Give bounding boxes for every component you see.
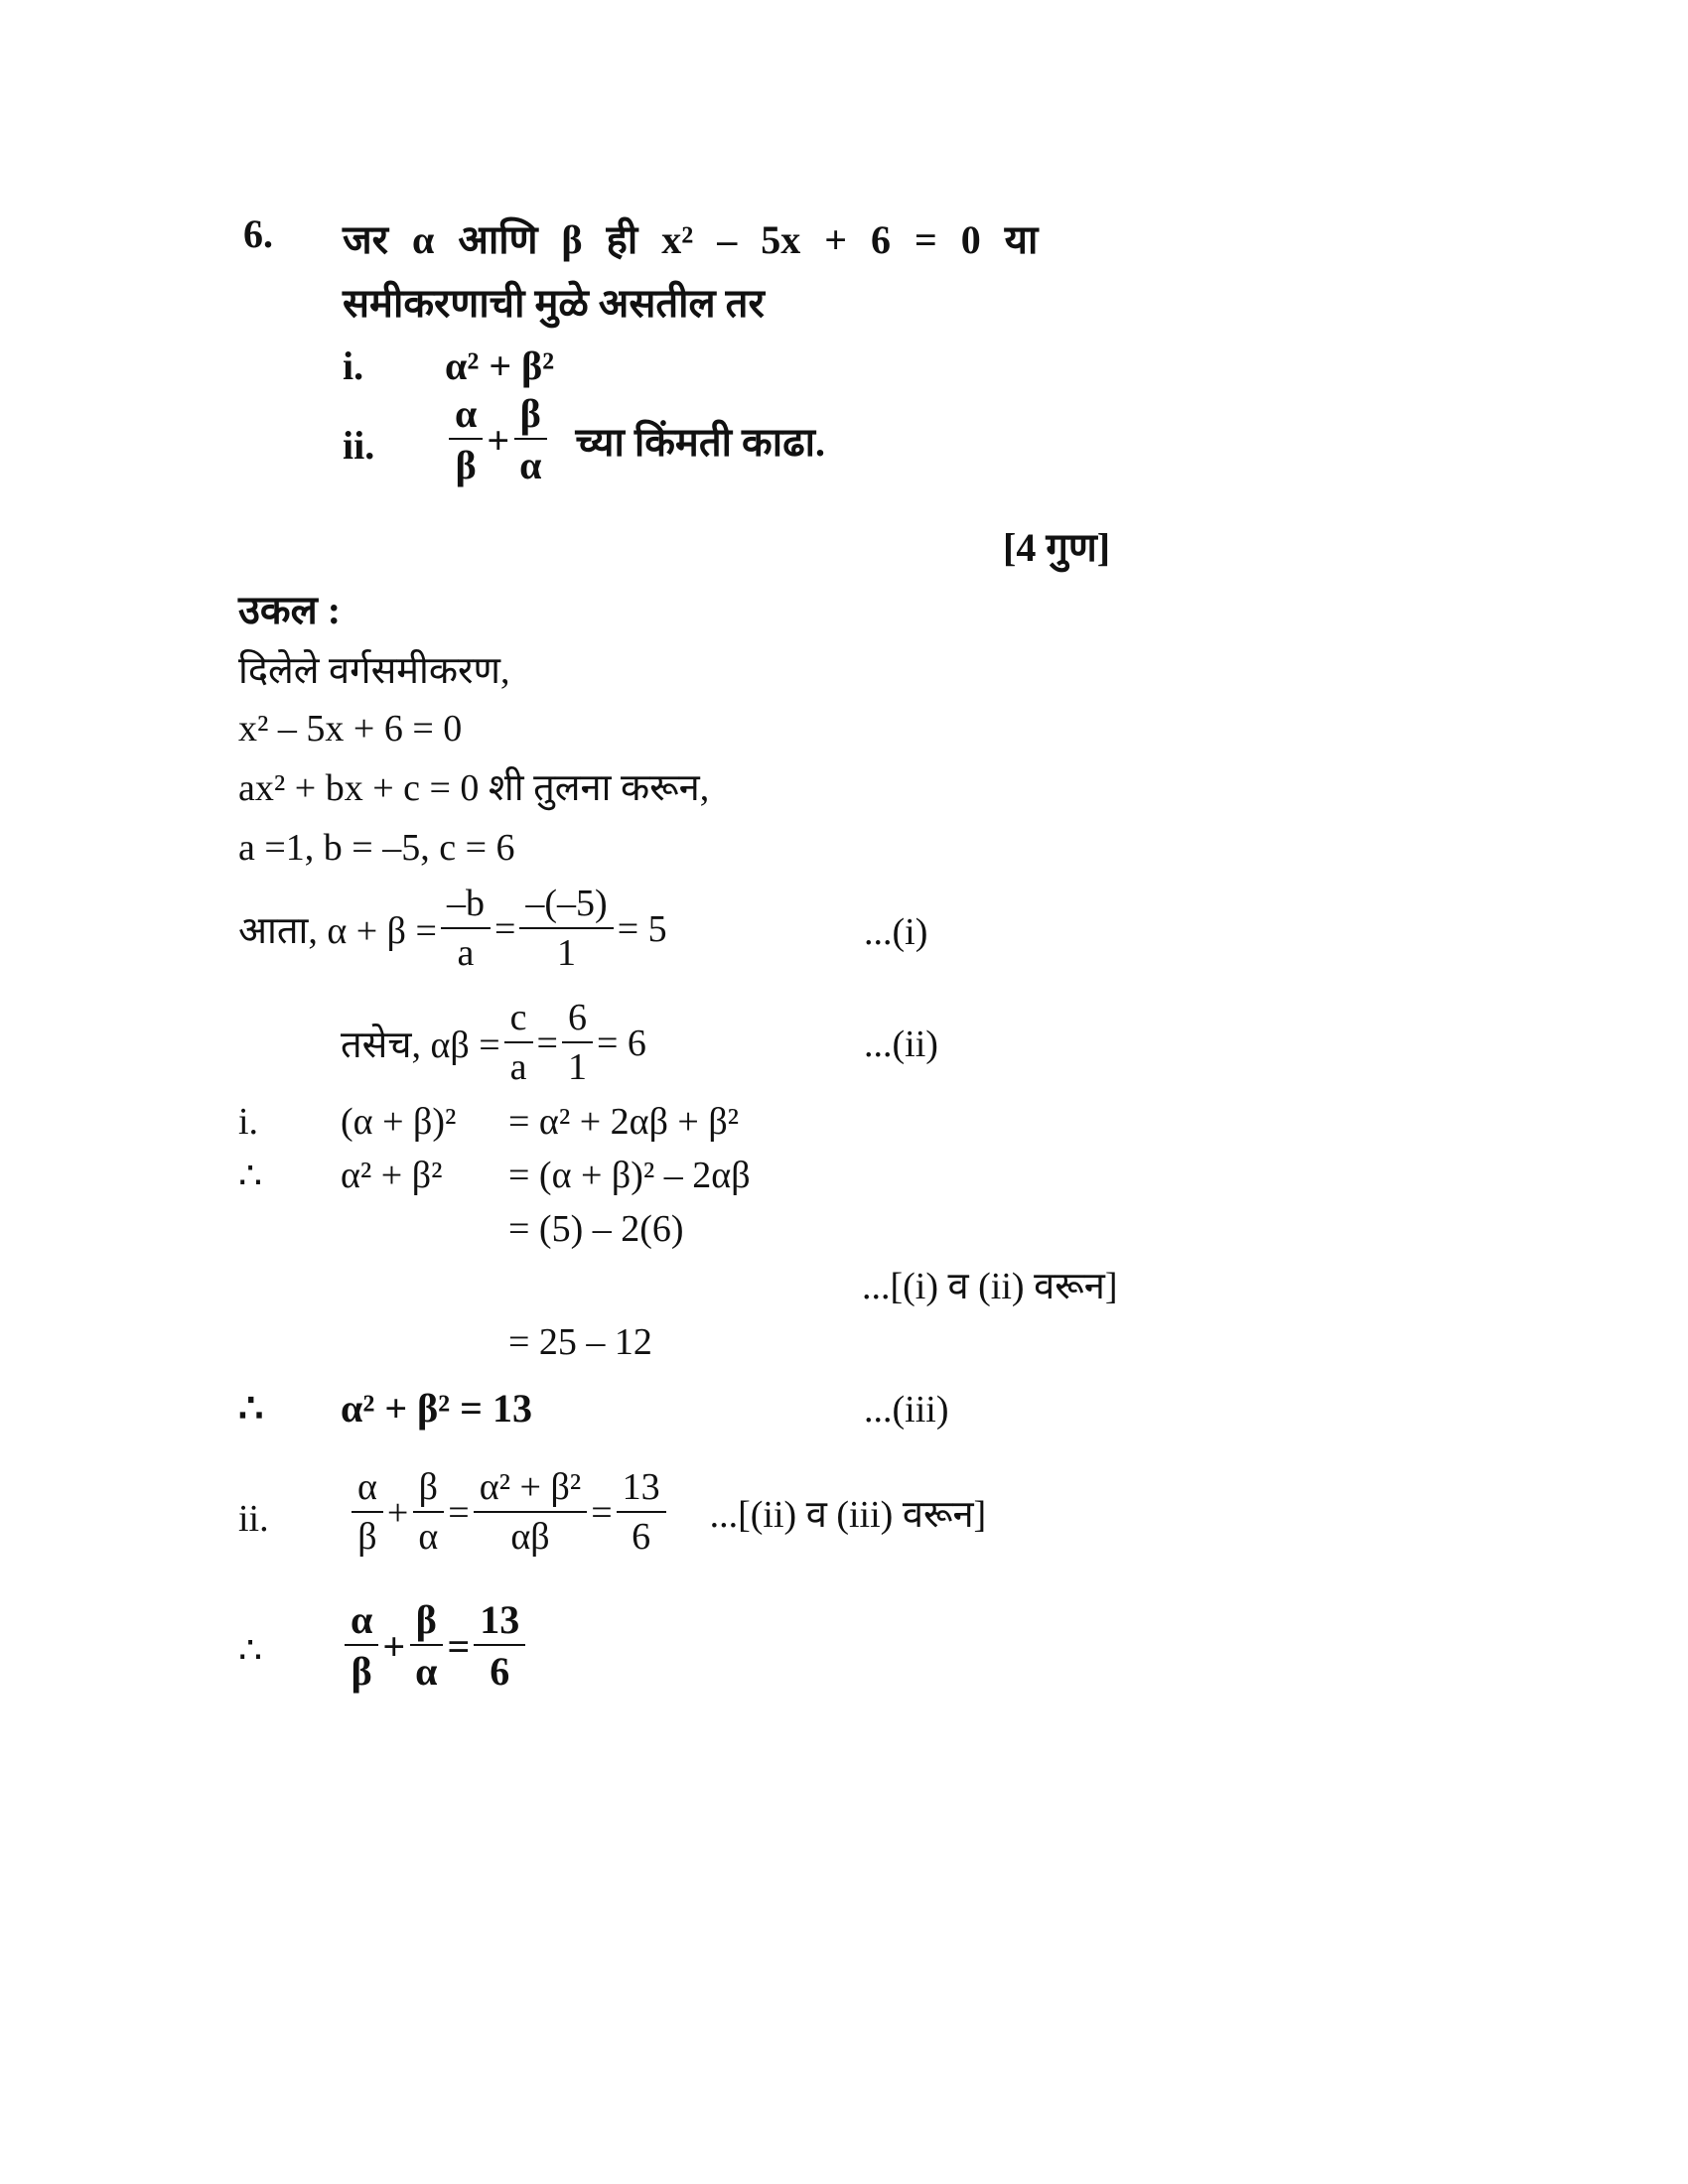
part-i-label: i. [343, 343, 364, 388]
fraction-denominator: β [351, 1649, 372, 1694]
fraction-denominator: a [509, 1045, 527, 1088]
sum-reference: ...(i) [864, 911, 928, 953]
plus-sign: + [386, 1491, 409, 1534]
fraction-denominator: β [455, 443, 477, 487]
fraction-numerator: –(–5) [519, 884, 613, 929]
question-line-2: समीकरणाची मुळे असतील तर [343, 281, 765, 326]
part-ii-label: ii. [343, 423, 375, 468]
sum-result: = 5 [617, 907, 667, 950]
equals-sign: = [591, 1491, 613, 1534]
part-ii-reference: ...[(ii) व (iii) वरून] [709, 1493, 987, 1536]
equals-sign: = [448, 1491, 470, 1534]
fraction-numerator: 6 [562, 998, 593, 1043]
fraction-numerator: β [514, 392, 547, 440]
fraction-denominator: α [415, 1649, 438, 1694]
sum-of-roots-line [238, 884, 667, 975]
part-ii-instruction: च्या किंमती काढा. [575, 419, 825, 465]
part-ii-working-label: ii. [238, 1498, 269, 1540]
part-i-identity-rhs: = α² + 2αβ + β² [508, 1101, 740, 1143]
fraction-denominator: αβ [510, 1515, 550, 1558]
plus-sign: + [487, 417, 510, 463]
fraction-numerator: α² + β² [474, 1467, 587, 1513]
part-ii-value-fraction [617, 1467, 666, 1559]
fraction-denominator: a [457, 931, 475, 974]
part-ii-combined-fraction [474, 1467, 587, 1559]
therefore-symbol: ∴ [238, 1386, 264, 1431]
product-reference: ...(ii) [864, 1024, 938, 1065]
equals-sign: = [493, 907, 516, 950]
solution-heading: उकल : [238, 588, 342, 632]
fraction-numerator: 13 [474, 1598, 525, 1646]
given-equation: x² – 5x + 6 = 0 [238, 708, 463, 750]
fraction-numerator: α [345, 1598, 378, 1646]
product-fraction-2 [562, 998, 593, 1089]
fraction-denominator: 6 [490, 1649, 510, 1694]
given-equation-label: दिलेले वर्गसमीकरण, [238, 650, 510, 692]
final-fraction-alpha-beta [345, 1598, 378, 1694]
fraction-denominator: 6 [632, 1515, 651, 1558]
coefficients: a =1, b = –5, c = 6 [238, 827, 515, 869]
fraction-numerator: β [413, 1467, 444, 1513]
part-i-result: α² + β² = 13 [341, 1386, 532, 1431]
final-value-fraction [474, 1598, 525, 1694]
fraction-numerator: α [449, 392, 483, 440]
fraction-denominator: α [418, 1515, 439, 1558]
product-prefix: तसेच, αβ = [341, 1024, 500, 1066]
fraction-numerator: –b [441, 884, 491, 929]
question-number: 6. [243, 211, 273, 256]
part-ii-fraction-beta-alpha [412, 1467, 444, 1559]
question-line-1: जर α आणि β ही x² – 5x + 6 = 0 या [343, 217, 1039, 262]
part-i-substitution-reference: ...[(i) व (ii) वरून] [862, 1266, 1118, 1307]
fraction-numerator: β [410, 1598, 443, 1646]
sum-prefix: आता, α + β = [238, 909, 437, 952]
equals-sign: = [447, 1623, 471, 1669]
sum-fraction-1 [441, 884, 491, 975]
fraction-numerator: α [352, 1467, 383, 1513]
part-i-simplification: = 25 – 12 [508, 1321, 652, 1363]
part-ii-expression [445, 392, 825, 487]
final-fraction-beta-alpha [409, 1598, 443, 1694]
part-ii-fraction-alpha-beta [449, 392, 483, 487]
part-i-substitution: = (5) – 2(6) [508, 1208, 684, 1250]
part-ii-fraction-beta-alpha [513, 392, 547, 487]
therefore-symbol: ∴ [238, 1630, 263, 1672]
marks-badge: [4 गुण] [1003, 525, 1111, 570]
part-ii-fraction-alpha-beta [352, 1467, 383, 1559]
part-i-working-label: i. [238, 1101, 259, 1143]
fraction-denominator: α [519, 443, 542, 487]
equals-sign: = [536, 1022, 558, 1064]
part-i-expression: α² + β² [445, 343, 555, 388]
fraction-numerator: c [504, 998, 533, 1043]
plus-sign: + [382, 1623, 406, 1669]
therefore-symbol: ∴ [238, 1156, 263, 1197]
part-i-rearranged-lhs: α² + β² [341, 1155, 443, 1196]
product-fraction-1 [504, 998, 533, 1089]
fraction-denominator: β [357, 1515, 377, 1558]
part-i-rearranged-rhs: = (α + β)² – 2αβ [508, 1155, 751, 1196]
product-of-roots-line [341, 998, 646, 1089]
part-i-identity-lhs: (α + β)² [341, 1101, 457, 1143]
part-i-result-reference: ...(iii) [864, 1389, 949, 1431]
compare-statement: ax² + bx + c = 0 शी तुलना करून, [238, 767, 710, 809]
fraction-denominator: 1 [567, 1045, 587, 1088]
part-ii-final-result [341, 1598, 529, 1694]
fraction-numerator: 13 [617, 1467, 666, 1513]
part-ii-working-line [348, 1467, 986, 1559]
product-result: = 6 [596, 1022, 646, 1064]
fraction-denominator: 1 [557, 931, 577, 974]
sum-fraction-2 [519, 884, 613, 975]
